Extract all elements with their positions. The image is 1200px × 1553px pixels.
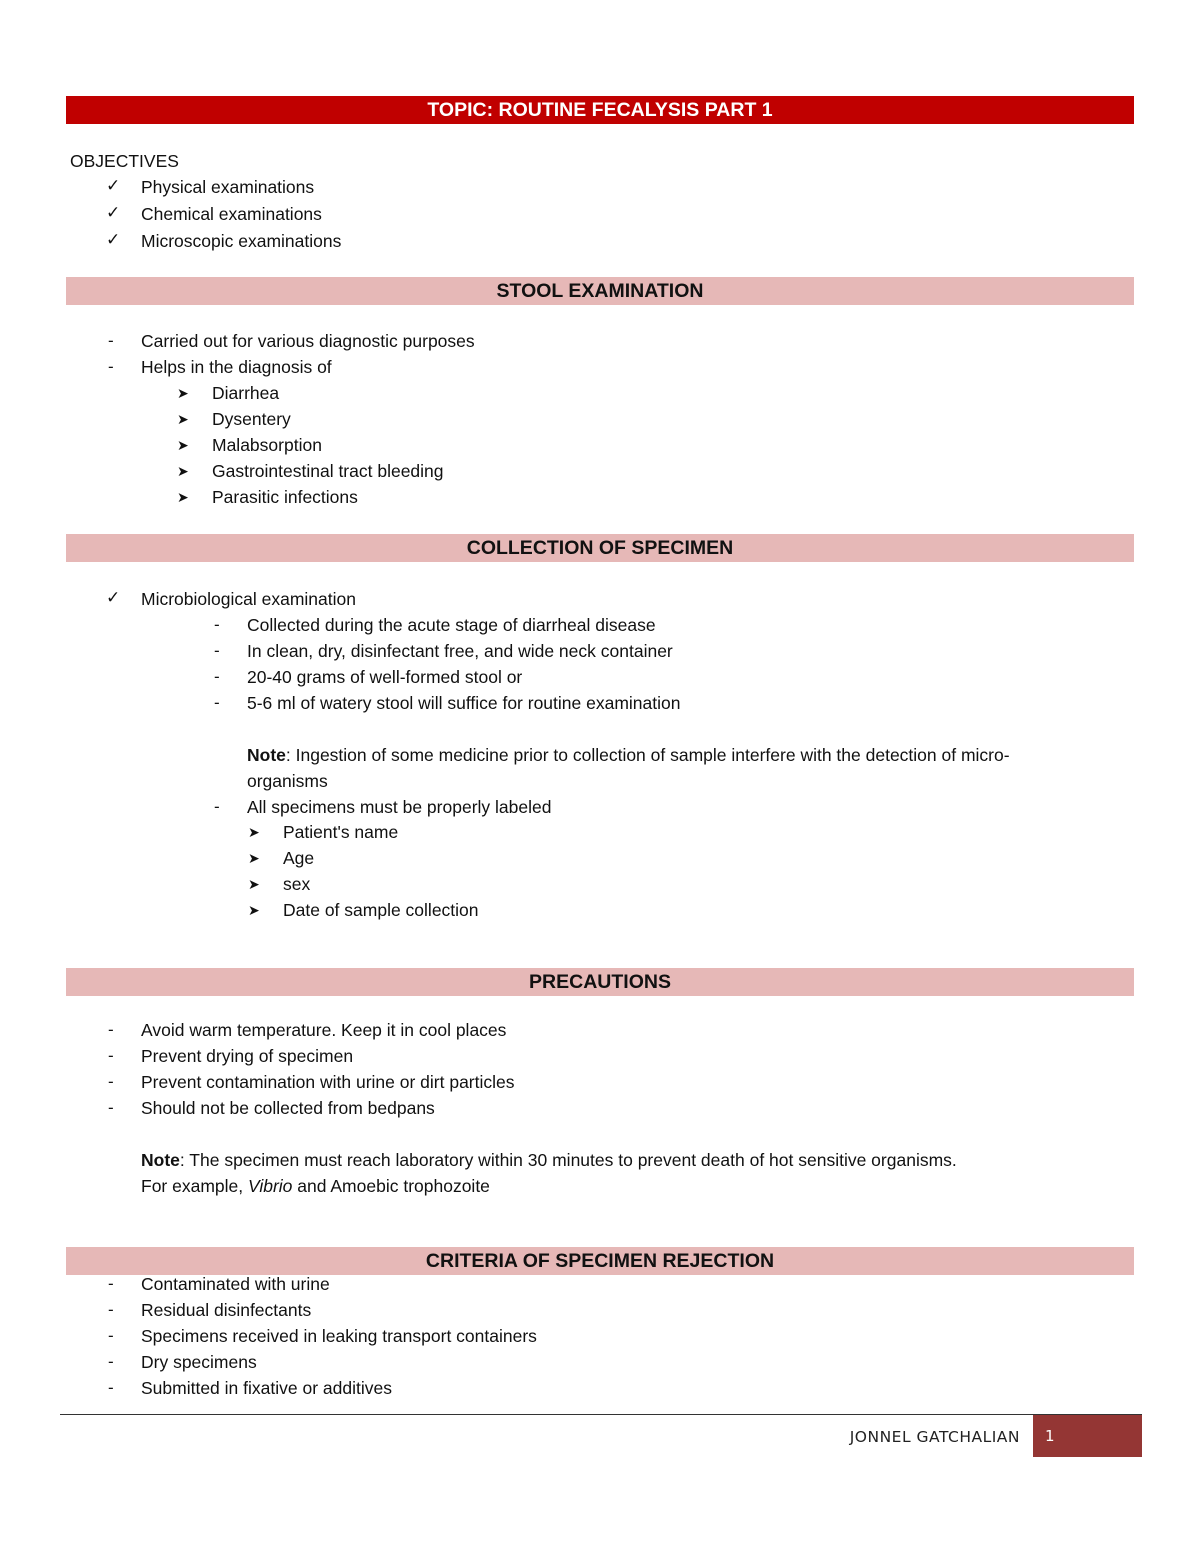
arrowhead-bullet-icon: ➤ bbox=[177, 490, 189, 506]
dash-bullet: - bbox=[108, 1098, 114, 1117]
section-bar-collection bbox=[66, 534, 1134, 562]
list-item: Specimens received in leaking transport containers bbox=[141, 1326, 537, 1346]
list-item: Helps in the diagnosis of bbox=[141, 357, 332, 377]
note-label: Note bbox=[247, 745, 286, 765]
list-item: 5-6 ml of watery stool will suffice for routine examination bbox=[247, 693, 681, 713]
list-item: Carried out for various diagnostic purposes bbox=[141, 331, 475, 351]
objective-item: Chemical examinations bbox=[141, 204, 322, 224]
page-number: 1 bbox=[1045, 1427, 1055, 1445]
section-bar-precautions bbox=[66, 968, 1134, 996]
dash-bullet: - bbox=[108, 331, 114, 350]
list-item: Should not be collected from bedpans bbox=[141, 1098, 435, 1118]
arrowhead-bullet-icon: ➤ bbox=[248, 851, 260, 867]
list-item: All specimens must be properly labeled bbox=[247, 797, 552, 817]
sub-list-item: Malabsorption bbox=[212, 435, 322, 455]
section-heading: COLLECTION OF SPECIMEN bbox=[466, 537, 734, 559]
check-icon: ✓ bbox=[106, 230, 121, 250]
list-item: Prevent drying of specimen bbox=[141, 1046, 354, 1066]
dash-bullet: - bbox=[108, 1378, 114, 1397]
arrowhead-bullet-icon: ➤ bbox=[248, 903, 260, 919]
note-text: : The specimen must reach laboratory within 30 minutes to prevent death of hot sensitive organisms. bbox=[179, 1150, 957, 1170]
example-line bbox=[141, 1175, 490, 1197]
dash-bullet: - bbox=[214, 797, 220, 816]
list-item: 20-40 grams of well-formed stool or bbox=[247, 667, 523, 687]
arrowhead-bullet-icon: ➤ bbox=[177, 386, 189, 402]
dash-bullet: - bbox=[108, 357, 114, 376]
list-item: Microbiological examination bbox=[141, 589, 356, 609]
footer-author: JONNEL GATCHALIAN bbox=[849, 1428, 1020, 1446]
note-text: : Ingestion of some medicine prior to collection of sample interfere with the detection of micro- bbox=[285, 745, 1010, 765]
list-item: Contaminated with urine bbox=[141, 1274, 330, 1294]
sub-list-item: Gastrointestinal tract bleeding bbox=[212, 461, 444, 481]
section-heading: PRECAUTIONS bbox=[529, 971, 671, 993]
title-bar bbox=[66, 96, 1134, 124]
sub-list-item: Parasitic infections bbox=[212, 487, 358, 507]
section-bar-rejection bbox=[66, 1247, 1134, 1275]
objectives-heading: OBJECTIVES bbox=[70, 151, 179, 171]
sub-list-item: Patient's name bbox=[283, 822, 399, 842]
example-suffix: and Amoebic trophozoite bbox=[292, 1176, 490, 1196]
sub-list-item: Dysentery bbox=[212, 409, 291, 429]
dash-bullet: - bbox=[214, 615, 220, 634]
objective-item: Microscopic examinations bbox=[141, 231, 342, 251]
list-item: Collected during the acute stage of diarrheal disease bbox=[247, 615, 656, 635]
list-item: In clean, dry, disinfectant free, and wide neck container bbox=[247, 641, 673, 661]
list-item: Dry specimens bbox=[141, 1352, 257, 1372]
list-item: Avoid warm temperature. Keep it in cool places bbox=[141, 1020, 507, 1040]
section-heading: CRITERIA OF SPECIMEN REJECTION bbox=[425, 1250, 775, 1272]
section-bar-stool bbox=[66, 277, 1134, 305]
check-icon: ✓ bbox=[106, 176, 121, 196]
check-icon: ✓ bbox=[106, 203, 121, 223]
sub-list-item: Age bbox=[283, 848, 315, 868]
list-item: Submitted in fixative or additives bbox=[141, 1378, 392, 1398]
arrowhead-bullet-icon: ➤ bbox=[177, 412, 189, 428]
footer-divider bbox=[60, 1414, 1142, 1415]
dash-bullet: - bbox=[108, 1326, 114, 1345]
note-label: Note bbox=[141, 1150, 180, 1170]
dash-bullet: - bbox=[214, 667, 220, 686]
list-item: Prevent contamination with urine or dirt particles bbox=[141, 1072, 515, 1092]
sub-list-item: sex bbox=[283, 874, 311, 894]
arrowhead-bullet-icon: ➤ bbox=[248, 877, 260, 893]
sub-list-item: Date of sample collection bbox=[283, 900, 479, 920]
check-icon: ✓ bbox=[106, 588, 121, 608]
dash-bullet: - bbox=[108, 1020, 114, 1039]
example-organism: Vibrio bbox=[247, 1176, 293, 1196]
sub-list-item: Diarrhea bbox=[212, 383, 280, 403]
dash-bullet: - bbox=[214, 641, 220, 660]
dash-bullet: - bbox=[108, 1274, 114, 1293]
arrowhead-bullet-icon: ➤ bbox=[248, 825, 260, 841]
arrowhead-bullet-icon: ➤ bbox=[177, 438, 189, 454]
note-continuation: organisms bbox=[247, 771, 328, 791]
note-paragraph bbox=[247, 744, 1010, 766]
page-number-box bbox=[1033, 1415, 1142, 1457]
dash-bullet: - bbox=[108, 1046, 114, 1065]
dash-bullet: - bbox=[108, 1352, 114, 1371]
note-paragraph bbox=[141, 1149, 957, 1171]
example-prefix: For example, bbox=[141, 1176, 248, 1196]
dash-bullet: - bbox=[108, 1300, 114, 1319]
arrowhead-bullet-icon: ➤ bbox=[177, 464, 189, 480]
page-title: TOPIC: ROUTINE FECALYSIS PART 1 bbox=[427, 99, 773, 121]
dash-bullet: - bbox=[108, 1072, 114, 1091]
dash-bullet: - bbox=[214, 693, 220, 712]
objective-item: Physical examinations bbox=[141, 177, 315, 197]
list-item: Residual disinfectants bbox=[141, 1300, 312, 1320]
section-heading: STOOL EXAMINATION bbox=[496, 280, 704, 302]
